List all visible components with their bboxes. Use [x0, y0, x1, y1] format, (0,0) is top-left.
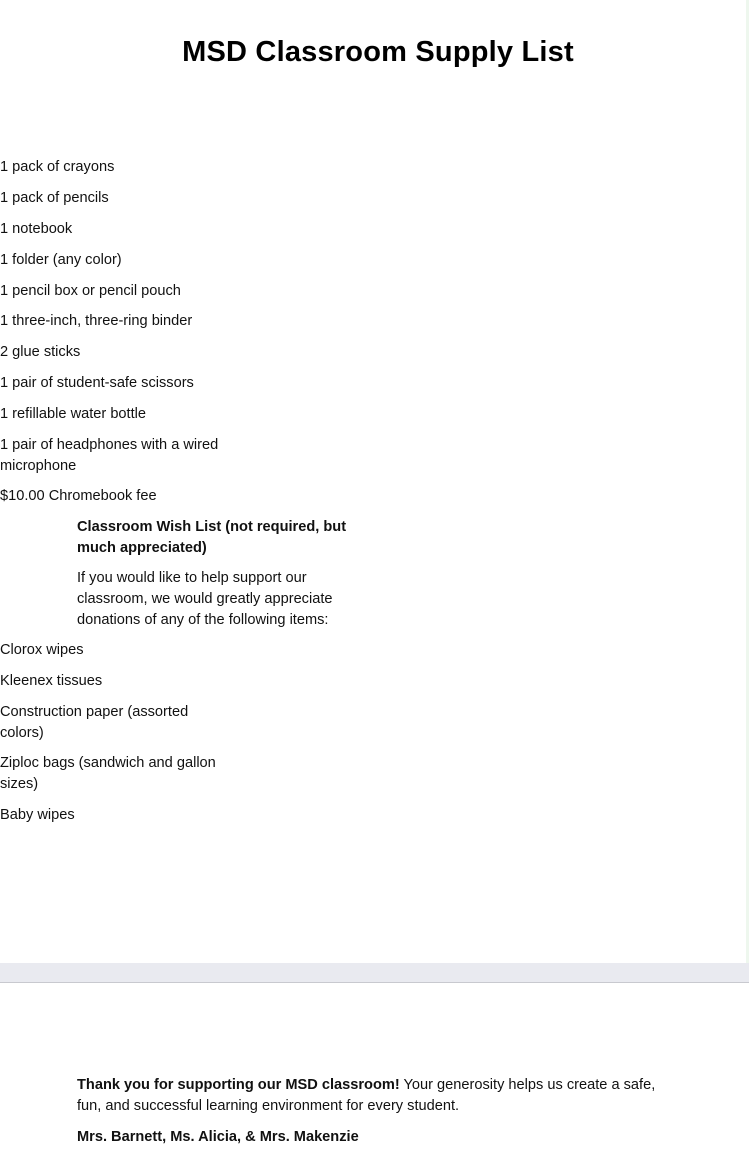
wish-list-heading: Classroom Wish List (not required, but much appreciated) [77, 519, 347, 556]
list-item-text: 1 pair of headphones with a wired microphone [0, 437, 219, 474]
list-item [0, 311, 290, 332]
list-item [0, 435, 240, 476]
page-break [0, 963, 749, 983]
list-item [0, 486, 290, 507]
list-item [0, 640, 290, 661]
list-item [0, 671, 290, 692]
list-item [0, 753, 240, 794]
list-item-text: 1 three-inch, three-ring binder [0, 313, 193, 329]
list-item-text: Ziploc bags (sandwich and gallon sizes) [0, 755, 216, 792]
list-item-text: 1 pencil box or pencil pouch [0, 283, 181, 299]
list-item [0, 188, 290, 209]
list-item [0, 805, 290, 826]
signature: Mrs. Barnett, Ms. Alicia, & Mrs. Makenzie [77, 1129, 359, 1145]
list-item-text: Kleenex tissues [0, 673, 103, 689]
list-item [0, 250, 290, 271]
list-item-text: 1 pack of pencils [0, 190, 109, 206]
list-item [0, 342, 290, 363]
thank-you-note [77, 1075, 677, 1117]
list-item [0, 281, 290, 302]
list-item-text: 1 refillable water bottle [0, 406, 147, 422]
page-title: MSD Classroom Supply List [182, 36, 574, 68]
list-item [0, 373, 290, 394]
list-item-text: 1 notebook [0, 221, 73, 237]
list-item-text: 1 pair of student-safe scissors [0, 375, 194, 391]
list-item [0, 404, 290, 425]
list-item [0, 157, 290, 178]
list-item-text: Baby wipes [0, 807, 75, 823]
list-item-text: 1 folder (any color) [0, 252, 122, 268]
thank-you-text: Your generosity helps us create a safe, fun, and successful learning environment for every student. [77, 1077, 656, 1114]
list-item-text: 1 pack of crayons [0, 159, 115, 175]
list-item-text: Clorox wipes [0, 642, 84, 658]
list-item-text: 2 glue sticks [0, 344, 81, 360]
thank-you-bold: Thank you for supporting our MSD classroom! [77, 1077, 400, 1093]
wish-list-intro: If you would like to help support our classroom, we would greatly appreciate donations of any of the following items: [77, 570, 333, 628]
list-item-text: $10.00 Chromebook fee [0, 488, 157, 504]
list-item [0, 219, 290, 240]
list-item-text: Construction paper (assorted colors) [0, 704, 189, 741]
list-item [0, 702, 220, 743]
